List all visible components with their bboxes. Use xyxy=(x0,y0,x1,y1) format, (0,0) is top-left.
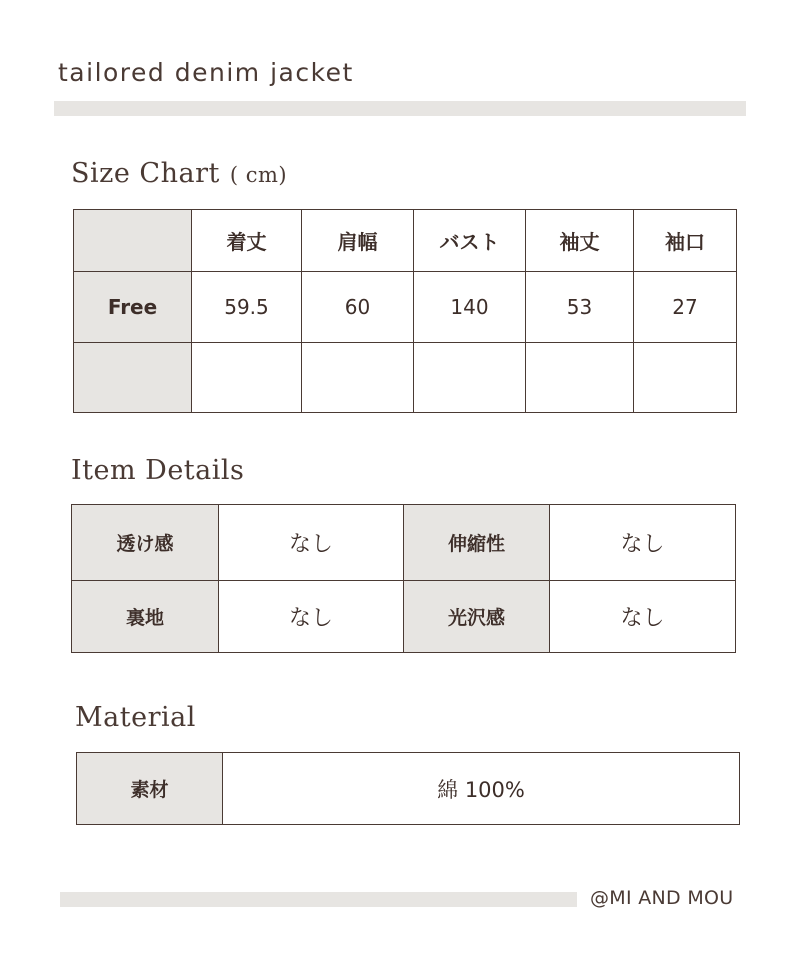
value-sleeve-length: 53 xyxy=(526,272,634,343)
top-divider-bar xyxy=(54,101,746,116)
empty-cell xyxy=(526,343,634,413)
page-title: tailored denim jacket xyxy=(58,58,354,87)
material-table xyxy=(76,752,740,825)
label-lining: 裏地 xyxy=(72,581,219,653)
value-length: 59.5 xyxy=(192,272,302,343)
value-cuff: 27 xyxy=(634,272,737,343)
label-transparency: 透け感 xyxy=(72,505,219,581)
brand-handle: @MI AND MOU xyxy=(590,887,734,909)
size-chart-table xyxy=(73,209,737,413)
value-gloss: なし xyxy=(550,581,736,653)
value-transparency: なし xyxy=(219,505,404,581)
header-length: 着丈 xyxy=(192,210,302,272)
size-chart-title: Size Chart xyxy=(71,158,220,189)
size-chart-header-row xyxy=(74,210,737,272)
size-chart-heading xyxy=(71,158,287,189)
size-label-empty xyxy=(74,343,192,413)
header-cuff: 袖口 xyxy=(634,210,737,272)
size-label: Free xyxy=(74,272,192,343)
value-stretch: なし xyxy=(550,505,736,581)
label-gloss: 光沢感 xyxy=(404,581,550,653)
material-label: 素材 xyxy=(77,753,223,825)
bottom-divider-bar xyxy=(60,892,577,907)
table-row xyxy=(74,272,737,343)
size-chart-corner-cell xyxy=(74,210,192,272)
empty-cell xyxy=(192,343,302,413)
empty-cell xyxy=(302,343,414,413)
table-row xyxy=(72,581,736,653)
empty-cell xyxy=(634,343,737,413)
header-bust: バスト xyxy=(414,210,526,272)
item-details-heading: Item Details xyxy=(71,455,245,486)
value-lining: なし xyxy=(219,581,404,653)
material-heading: Material xyxy=(75,702,196,733)
value-shoulder: 60 xyxy=(302,272,414,343)
header-sleeve-length: 袖丈 xyxy=(526,210,634,272)
table-row xyxy=(74,343,737,413)
value-bust: 140 xyxy=(414,272,526,343)
table-row xyxy=(72,505,736,581)
item-details-table xyxy=(71,504,736,653)
material-value: 綿 100% xyxy=(223,753,740,825)
empty-cell xyxy=(414,343,526,413)
header-shoulder: 肩幅 xyxy=(302,210,414,272)
table-row xyxy=(77,753,740,825)
size-chart-unit: ( cm) xyxy=(229,163,288,187)
label-stretch: 伸縮性 xyxy=(404,505,550,581)
